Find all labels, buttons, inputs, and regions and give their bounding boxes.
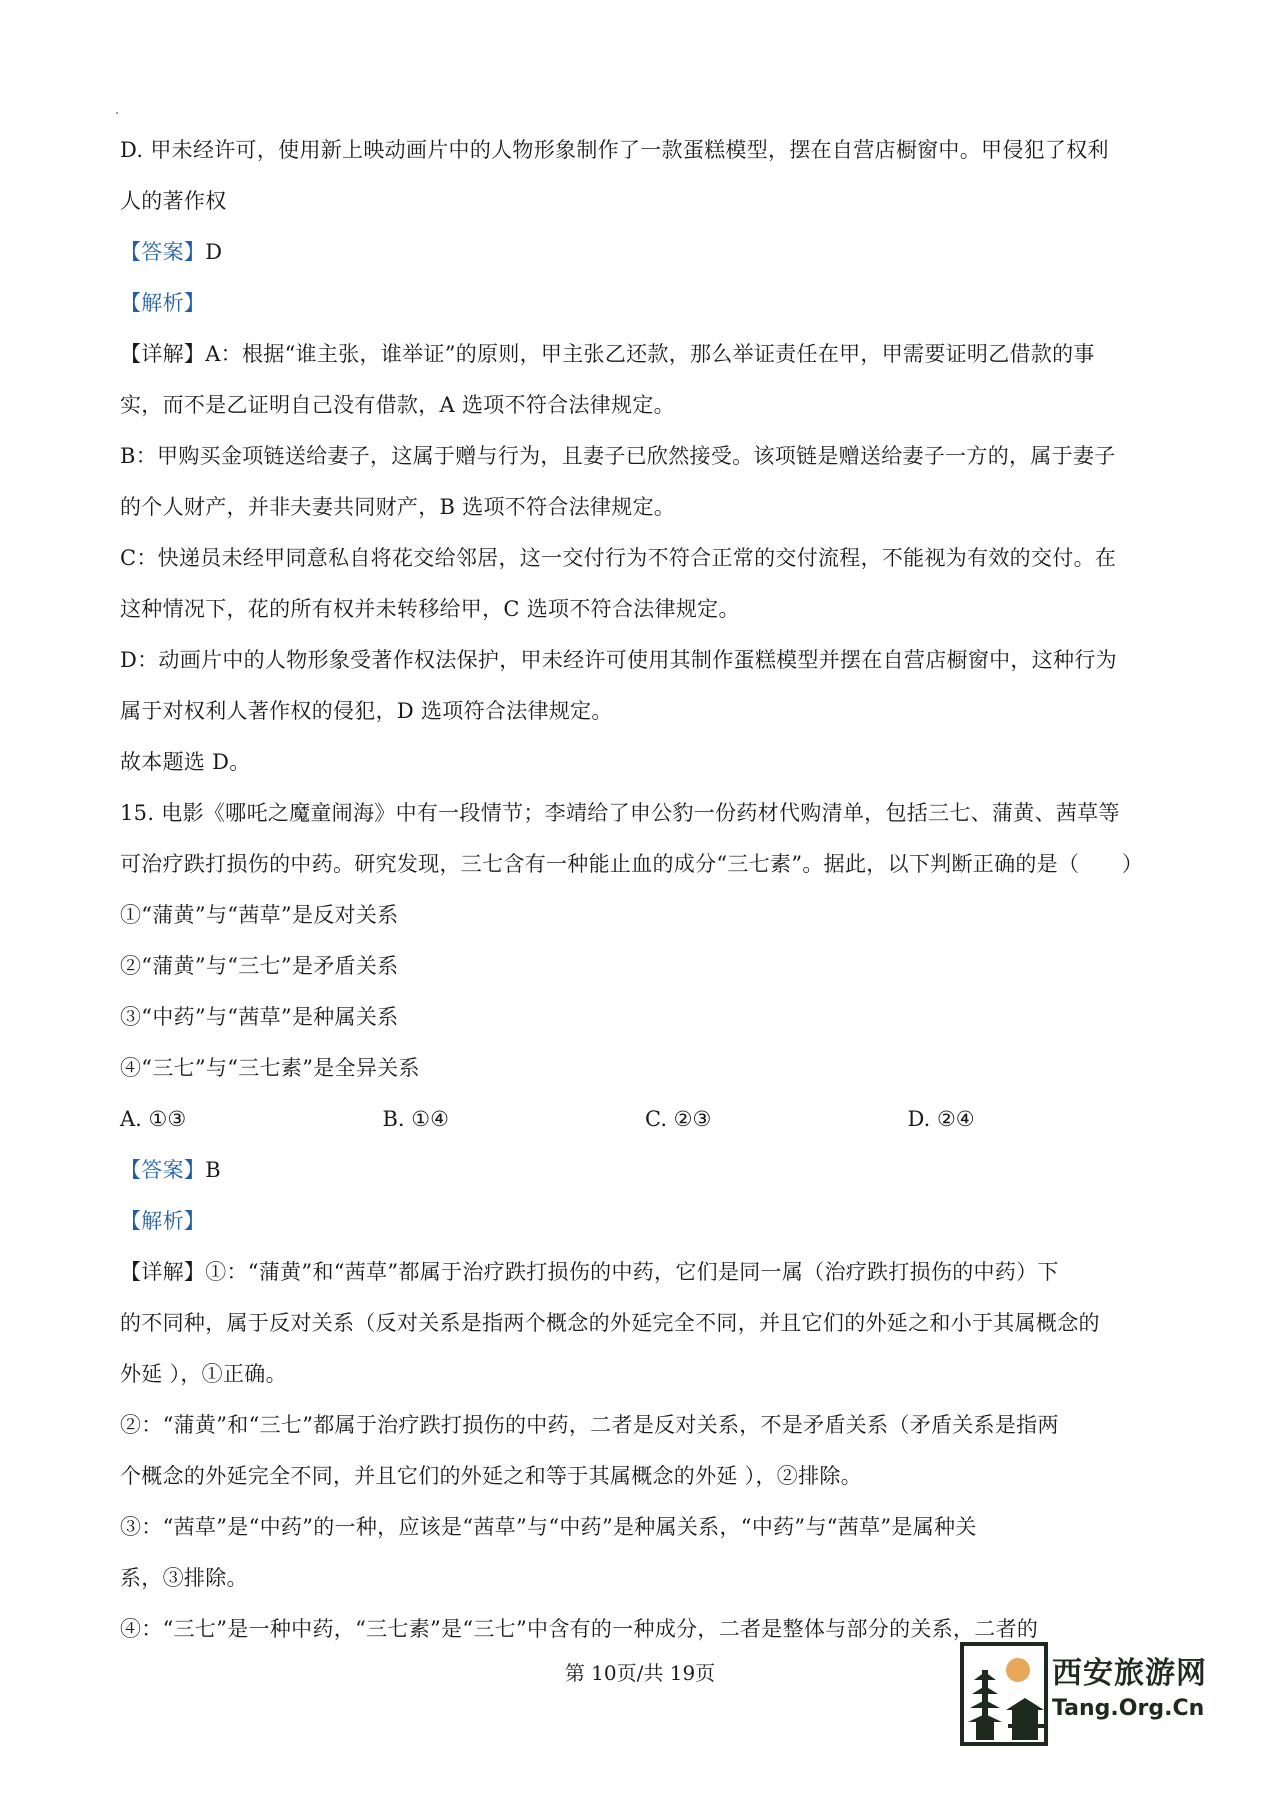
text-line bbox=[120, 431, 1170, 482]
line-text: B bbox=[205, 1158, 221, 1182]
line-text: C：快递员未经甲同意私自将花交给邻居，这一交付行为不符合正常的交付流程，不能视为有效的交付。在 bbox=[120, 546, 1117, 570]
text-line bbox=[120, 839, 1170, 890]
pagoda-icon bbox=[960, 1640, 1052, 1750]
text-line bbox=[120, 1502, 1170, 1553]
line-text: ④“三七”与“三七素”是全异关系 bbox=[120, 1056, 420, 1080]
line-text: ②“蒲黄”与“三七”是矛盾关系 bbox=[120, 954, 399, 978]
line-text: 【详解】A：根据“谁主张，谁举证”的原则，甲主张乙还款，那么举证责任在甲，甲需要证明乙借款的事 bbox=[120, 342, 1095, 366]
text-line bbox=[120, 1145, 1170, 1196]
margin-dot bbox=[116, 112, 118, 114]
answer-options bbox=[120, 1094, 1170, 1145]
text-line bbox=[120, 1349, 1170, 1400]
page-content bbox=[120, 125, 1170, 1655]
text-line bbox=[120, 1247, 1170, 1298]
text-line bbox=[120, 788, 1170, 839]
line-text: ①“蒲黄”与“茜草”是反对关系 bbox=[120, 903, 399, 927]
option-b: B. ①④ bbox=[382, 1107, 449, 1131]
logo-title: 西安旅游网 bbox=[1052, 1656, 1207, 1691]
text-line bbox=[120, 686, 1170, 737]
text-line bbox=[120, 482, 1170, 533]
text-line bbox=[120, 584, 1170, 635]
line-text: D bbox=[205, 240, 223, 264]
line-text: ③“中药”与“茜草”是种属关系 bbox=[120, 1005, 399, 1029]
section-tag: 【答案】 bbox=[120, 1158, 206, 1182]
line-text: 的不同种，属于反对关系（反对关系是指两个概念的外延完全不同，并且它们的外延之和小于其属概念的 bbox=[120, 1311, 1100, 1335]
text-line bbox=[120, 992, 1170, 1043]
text-line bbox=[120, 227, 1170, 278]
line-text: 的个人财产，并非夫妻共同财产，B 选项不符合法律规定。 bbox=[120, 495, 676, 519]
line-text: 15. 电影《哪吒之魔童闹海》中有一段情节；李靖给了申公豹一份药材代购清单，包括三七、蒲黄、茜草等 bbox=[120, 801, 1120, 825]
text-line bbox=[120, 329, 1170, 380]
line-text: 可治疗跌打损伤的中药。研究发现，三七含有一种能止血的成分“三七素”。据此，以下判断正确的是（ ） bbox=[120, 852, 1144, 876]
line-text: 实，而不是乙证明自己没有借款，A 选项不符合法律规定。 bbox=[120, 393, 675, 417]
line-text: 这种情况下，花的所有权并未转移给甲，C 选项不符合法律规定。 bbox=[120, 597, 740, 621]
option-c: C. ②③ bbox=[645, 1107, 712, 1131]
line-text: 系，③排除。 bbox=[120, 1566, 248, 1590]
line-text: ②：“蒲黄”和“三七”都属于治疗跌打损伤的中药，二者是反对关系，不是矛盾关系（矛盾关系是指两 bbox=[120, 1413, 1059, 1437]
text-line bbox=[120, 1553, 1170, 1604]
line-text: 属于对权利人著作权的侵犯，D 选项符合法律规定。 bbox=[120, 699, 613, 723]
line-text: ③：“茜草”是“中药”的一种，应该是“茜草”与“中药”是种属关系，“中药”与“茜草”是属种关 bbox=[120, 1515, 977, 1539]
text-line bbox=[120, 635, 1170, 686]
text-line bbox=[120, 1196, 1170, 1247]
text-line bbox=[120, 278, 1170, 329]
line-text: D. 甲未经许可，使用新上映动画片中的人物形象制作了一款蛋糕模型，摆在自营店橱窗中。甲侵犯了权利 bbox=[120, 138, 1109, 162]
section-tag: 【答案】 bbox=[120, 240, 206, 264]
text-line bbox=[120, 533, 1170, 584]
text-line bbox=[120, 890, 1170, 941]
text-line bbox=[120, 941, 1170, 992]
text-line bbox=[120, 1298, 1170, 1349]
line-text: 外延 ），①正确。 bbox=[120, 1362, 287, 1386]
section-tag: 【解析】 bbox=[120, 291, 206, 315]
watermark-logo bbox=[960, 1640, 1220, 1750]
line-text: ④：“三七”是一种中药，“三七素”是“三七”中含有的一种成分，二者是整体与部分的关系，二者的 bbox=[120, 1617, 1039, 1641]
text-line bbox=[120, 176, 1170, 227]
text-line bbox=[120, 380, 1170, 431]
logo-url: Tang.Org.Cn bbox=[1052, 1696, 1205, 1721]
option-a: A. ①③ bbox=[120, 1107, 187, 1131]
line-text: 个概念的外延完全不同，并且它们的外延之和等于其属概念的外延 ），②排除。 bbox=[120, 1464, 862, 1488]
section-tag: 【解析】 bbox=[120, 1209, 206, 1233]
line-text: 人的著作权 bbox=[120, 189, 227, 213]
option-d: D. ②④ bbox=[907, 1107, 975, 1131]
line-text: D：动画片中的人物形象受著作权法保护，甲未经许可使用其制作蛋糕模型并摆在自营店橱窗中，这种行为 bbox=[120, 648, 1117, 672]
text-line bbox=[120, 1451, 1170, 1502]
line-text: B：甲购买金项链送给妻子，这属于赠与行为，且妻子已欣然接受。该项链是赠送给妻子一方的，属于妻子 bbox=[120, 444, 1116, 468]
text-line bbox=[120, 1043, 1170, 1094]
text-line bbox=[120, 737, 1170, 788]
page-number: 第 10页/共 19页 bbox=[564, 1661, 716, 1685]
sun-icon bbox=[1006, 1658, 1030, 1682]
text-line bbox=[120, 1400, 1170, 1451]
line-text: 【详解】①：“蒲黄”和“茜草”都属于治疗跌打损伤的中药，它们是同一属（治疗跌打损伤的中药）下 bbox=[120, 1260, 1059, 1284]
text-line bbox=[120, 125, 1170, 176]
line-text: 故本题选 D。 bbox=[120, 750, 251, 774]
